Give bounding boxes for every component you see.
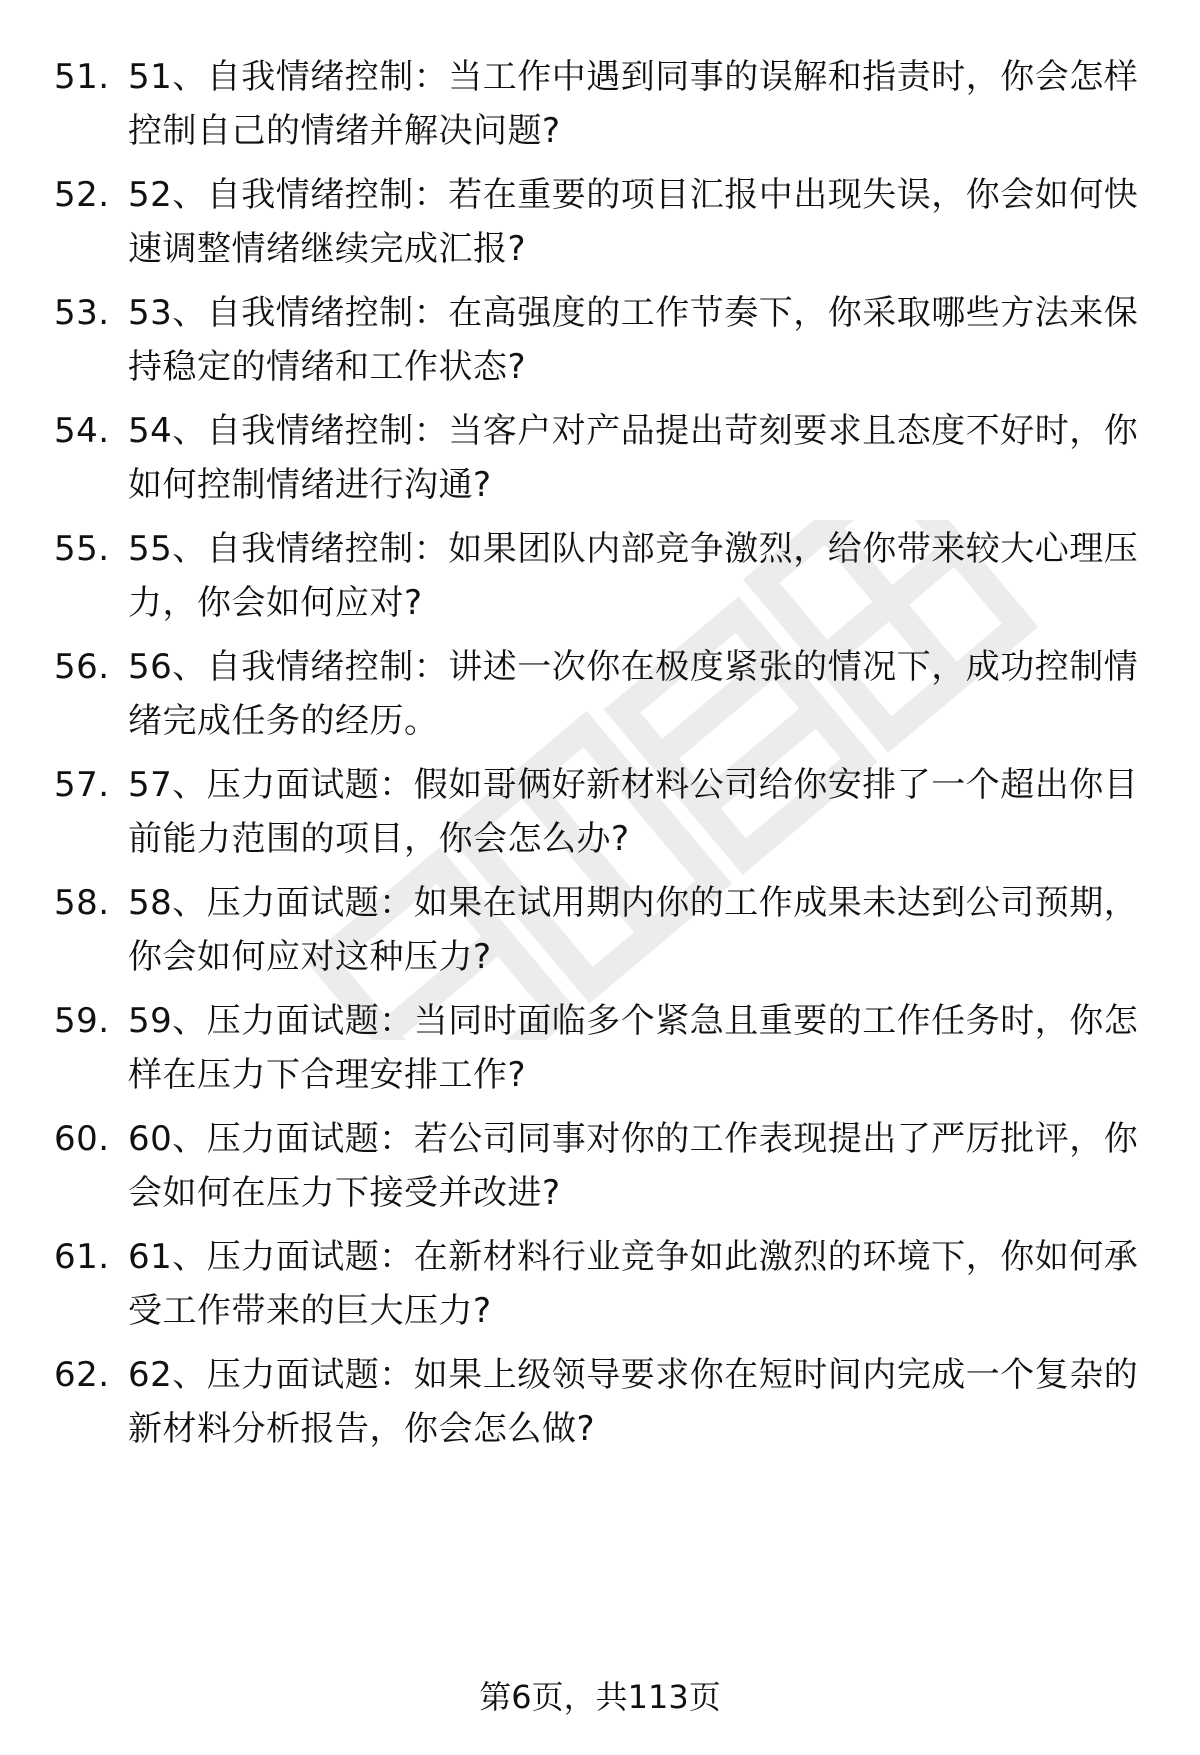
- question-item: [0, 876, 1200, 996]
- question-item: [0, 1230, 1200, 1350]
- question-item: [0, 758, 1200, 878]
- question-item: [0, 404, 1200, 524]
- question-text: 52、自我情绪控制：若在重要的项目汇报中出现失误，你会如何快速调整情绪继续完成汇报?: [128, 175, 1139, 269]
- question-item: [0, 994, 1200, 1114]
- question-number: 60.: [54, 1119, 110, 1159]
- question-number: 55.: [54, 529, 110, 569]
- question-text: 57、压力面试题：假如哥俩好新材料公司给你安排了一个超出你目前能力范围的项目，你会怎么办?: [128, 765, 1139, 859]
- question-number: 59.: [54, 1001, 110, 1041]
- question-number: 57.: [54, 765, 110, 805]
- question-item: [0, 1112, 1200, 1232]
- question-text: 51、自我情绪控制：当工作中遇到同事的误解和指责时，你会怎样控制自己的情绪并解决问题?: [128, 57, 1139, 151]
- question-item: [0, 286, 1200, 406]
- question-item: [0, 50, 1200, 170]
- question-item: [0, 640, 1200, 760]
- question-text: 61、压力面试题：在新材料行业竞争如此激烈的环境下，你如何承受工作带来的巨大压力?: [128, 1237, 1139, 1331]
- page-number-footer: 第6页，共113页: [479, 1678, 721, 1716]
- question-number: 53.: [54, 293, 110, 333]
- question-number: 52.: [54, 175, 110, 215]
- question-text: 59、压力面试题：当同时面临多个紧急且重要的工作任务时，你怎样在压力下合理安排工作?: [128, 1001, 1139, 1095]
- question-text: 56、自我情绪控制：讲述一次你在极度紧张的情况下，成功控制情绪完成任务的经历。: [128, 647, 1139, 741]
- question-item: [0, 522, 1200, 642]
- question-item: [0, 168, 1200, 288]
- question-number: 51.: [54, 57, 110, 97]
- question-text: 62、压力面试题：如果上级领导要求你在短时间内完成一个复杂的新材料分析报告，你会怎么做?: [128, 1355, 1139, 1449]
- question-number: 56.: [54, 647, 110, 687]
- question-text: 54、自我情绪控制：当客户对产品提出苛刻要求且态度不好时，你如何控制情绪进行沟通?: [128, 411, 1139, 505]
- question-number: 58.: [54, 883, 110, 923]
- question-text: 60、压力面试题：若公司同事对你的工作表现提出了严厉批评，你会如何在压力下接受并改进?: [128, 1119, 1139, 1213]
- question-number: 61.: [54, 1237, 110, 1277]
- question-number: 62.: [54, 1355, 110, 1395]
- question-item: [0, 1348, 1200, 1468]
- question-text: 53、自我情绪控制：在高强度的工作节奏下，你采取哪些方法来保持稳定的情绪和工作状态?: [128, 293, 1139, 387]
- question-number: 54.: [54, 411, 110, 451]
- question-text: 55、自我情绪控制：如果团队内部竞争激烈，给你带来较大心理压力，你会如何应对?: [128, 529, 1139, 623]
- question-text: 58、压力面试题：如果在试用期内你的工作成果未达到公司预期，你会如何应对这种压力?: [128, 883, 1139, 977]
